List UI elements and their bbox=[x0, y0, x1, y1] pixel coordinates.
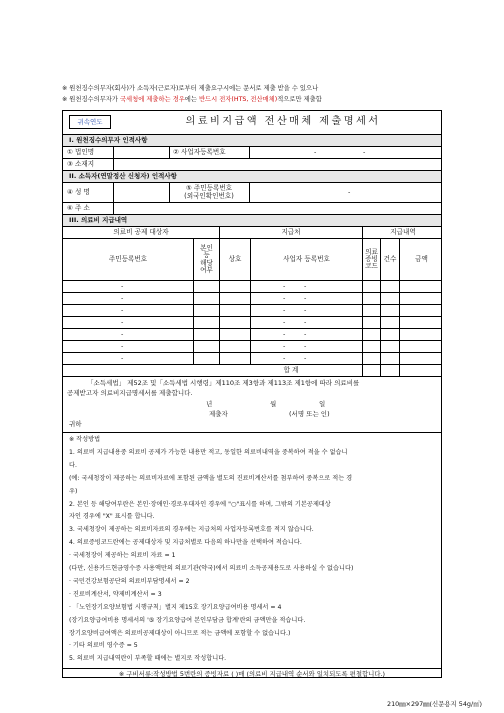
dash-mark: - bbox=[121, 354, 124, 362]
dash-mark: - bbox=[314, 148, 317, 156]
col-rrn-label: 주민등록번호 bbox=[108, 255, 148, 264]
table-row[interactable] bbox=[63, 280, 441, 292]
address-label: ③ 소재지 bbox=[67, 160, 95, 169]
form-title: 의료비지급액 전산매체 제출명세서 bbox=[185, 116, 381, 128]
guide-line: 2. 본인 등 해당여부란은 본인·장애인·경로우대자인 경우에 "○"표시를 하며, 그밖의 기본공제대상 bbox=[69, 500, 331, 508]
guide-line: · 국민건강보험공단의 의료비부담명세서 = 2 bbox=[69, 577, 190, 585]
guide-line: (장기요양급여비용 명세서의 '⑤ 장기요양급여 본인부담금 합계'란의 금액만을 적습니다. bbox=[69, 616, 306, 624]
col-bizno-label: 사업자 등록번호 bbox=[283, 255, 330, 264]
sign-label[interactable]: (서명 또는 인) bbox=[289, 410, 330, 418]
writing-guide bbox=[63, 432, 441, 668]
resident-no-label-line1: ⑤ 주민등록번호 bbox=[185, 184, 233, 193]
dash-mark: - bbox=[304, 330, 307, 338]
row-person bbox=[63, 182, 441, 202]
row-addr2 bbox=[63, 202, 441, 214]
month-label: 월 bbox=[270, 400, 277, 408]
submission-form bbox=[62, 110, 442, 678]
guide-line: (다만, 신용카드현금영수증 사용액만의 의료기관(약국)에서 의료비 소득공제용도로 사용하실 수 없습니다) bbox=[69, 565, 354, 572]
table-row[interactable] bbox=[63, 304, 441, 316]
recipient-label: 귀하 bbox=[69, 420, 82, 428]
guide-line: 4. 의료증빙코드란에는 공제대상자 및 지급처별로 다음의 하나만을 선택하여 적습니다. bbox=[69, 539, 302, 547]
guide-line: 우) bbox=[69, 487, 78, 495]
table-col-header bbox=[63, 238, 441, 280]
dash-mark: - bbox=[304, 318, 307, 326]
section-2-title: II. 소득자(연말정산 신청자) 인적사항 bbox=[69, 172, 177, 181]
resident-no-label bbox=[169, 183, 249, 202]
biz-reg-no-label: ② 사업자등록번호 bbox=[173, 148, 226, 157]
table-group-header bbox=[63, 226, 441, 238]
total-label: 합 계 bbox=[283, 366, 299, 375]
required-docs-note: ※ 구비서류:작성방법 5번란의 증빙자료 ( )매 (의료비 지급내역 순서와 일치되도록 편철합니다.) bbox=[118, 670, 386, 678]
dash-mark: - bbox=[304, 282, 307, 290]
dash-mark: - bbox=[121, 282, 124, 290]
dash-mark: - bbox=[283, 330, 286, 338]
dash-mark: - bbox=[348, 188, 351, 196]
col-count-label: 건수 bbox=[383, 255, 397, 264]
dash-mark: - bbox=[121, 294, 124, 302]
row-company bbox=[63, 146, 441, 158]
resident-no-field[interactable] bbox=[250, 183, 443, 202]
dash-mark: - bbox=[121, 318, 124, 326]
col-code-label: 의료 증빙 코드 bbox=[365, 247, 378, 271]
dash-mark: - bbox=[363, 148, 366, 156]
dash-mark: - bbox=[283, 354, 286, 362]
section-1-title: I. 원천징수의무자 인적사항 bbox=[69, 136, 148, 145]
guide-line: 다. bbox=[69, 461, 77, 469]
resident-no-label-line2: (외국인확인번호) bbox=[184, 191, 234, 200]
guide-line: · 기타 의료비 영수증 = 5 bbox=[69, 642, 138, 650]
company-name-field[interactable] bbox=[114, 147, 168, 158]
table-row[interactable] bbox=[63, 292, 441, 304]
dash-mark: - bbox=[283, 294, 286, 302]
dash-mark: - bbox=[283, 282, 286, 290]
notice-line-2: ※ 원천징수의무자가 국세청에 제출하는 경우에는 반드시 전자(HTS, 전산매체)적으로만 제출함 bbox=[62, 95, 322, 103]
footer-row bbox=[63, 668, 441, 679]
addr2-field[interactable] bbox=[114, 203, 443, 214]
title-band bbox=[63, 111, 441, 134]
dash-mark: - bbox=[304, 342, 307, 350]
dash-mark: - bbox=[121, 342, 124, 350]
notice-line-1: ※ 원천징수의무자(회사)가 소득자(근로자)로부터 제출요구시에는 문서로 제출 받을 수 있으나 bbox=[62, 85, 319, 92]
group-detail-label: 지급내역 bbox=[390, 228, 416, 237]
guide-line: 1. 의료비 지급내용중 의료비 공제가 가능한 내용만 적고, 동일한 의료비내역을 중복하여 적을 수 없습니 bbox=[69, 448, 348, 456]
guide-line: · 국세청장이 제공하는 의료비 자료 = 1 bbox=[69, 552, 176, 560]
guide-line: 장기요양비급여액은 의료비공제대상이 아니므로 적는 금액에 포함할 수 없습니다.) bbox=[69, 629, 291, 637]
year-label: 년 bbox=[206, 400, 213, 408]
col-self-label: 본인 등 해당 여부 bbox=[200, 244, 213, 274]
dash-mark: - bbox=[121, 306, 124, 314]
table-row[interactable] bbox=[63, 316, 441, 328]
group-target-label: 의료비 공제 대상자 bbox=[113, 228, 169, 237]
submitter-label: 제출자 bbox=[209, 410, 228, 418]
notice-red-1: 국세청에 제출하는 경우 bbox=[119, 95, 185, 103]
dash-mark: - bbox=[304, 354, 307, 362]
total-row bbox=[63, 364, 441, 376]
dash-mark: - bbox=[121, 330, 124, 338]
day-label: 일 bbox=[319, 400, 326, 408]
section-1-header bbox=[63, 134, 441, 146]
person-name-label: ④ 성 명 bbox=[67, 188, 90, 197]
col-trade-label: 상호 bbox=[228, 255, 242, 264]
dash-mark: - bbox=[304, 306, 307, 314]
declaration-line-2: 공제받고자 의료비지급명세서를 제출합니다. bbox=[67, 389, 193, 397]
attribution-year-box[interactable]: 귀속연도 bbox=[69, 115, 111, 129]
person-name-field[interactable] bbox=[114, 183, 168, 202]
section-3-title: III. 의료비 지급내역 bbox=[69, 216, 128, 225]
guide-title: ※ 작성방법 bbox=[69, 436, 101, 443]
dash-mark: - bbox=[283, 318, 286, 326]
declaration-block bbox=[63, 376, 441, 432]
guide-line: 3. 국세청장이 제공하는 의료비자료의 경우에는 지급처의 사업자등록번호를 적지 않습니다. bbox=[69, 526, 314, 534]
notice-block bbox=[62, 84, 482, 105]
paper-spec: 210㎜×297㎜(신문용지 54g/㎡) bbox=[387, 700, 482, 708]
total-amount-field[interactable] bbox=[400, 365, 443, 376]
guide-line: · 진료비계산서, 약제비계산서 = 3 bbox=[69, 590, 162, 598]
section-2-header bbox=[63, 170, 441, 182]
table-row[interactable] bbox=[63, 340, 441, 352]
dash-mark: - bbox=[283, 342, 286, 350]
guide-line: 5. 의료비 지급내역란이 부족할 때에는 별지로 작성합니다. bbox=[69, 655, 227, 663]
address-field[interactable] bbox=[114, 159, 443, 170]
addr2-label: ⑥ 주 소 bbox=[67, 204, 90, 213]
table-row[interactable] bbox=[63, 328, 441, 340]
guide-line: (예: 국세청장이 제공하는 의료비자료에 포함된 금액을 별도의 진료비계산서를 첨부하여 중복으로 적는 경 bbox=[69, 474, 353, 482]
guide-line: · 「노인장기요양보험법 시행규칙」별지 제15호 장기요양급여비용 명세서 = 4 bbox=[69, 603, 282, 611]
notice-red-2: 반드시 전자(HTS, 전산매체) bbox=[198, 95, 278, 103]
guide-line: 자인 경우에 "X" 표시를 합니다. bbox=[69, 513, 155, 521]
group-payee-label: 지급처 bbox=[281, 228, 301, 237]
table-row[interactable] bbox=[63, 352, 441, 364]
col-amount-label: 금액 bbox=[415, 255, 428, 264]
company-name-label: ① 법인명 bbox=[67, 148, 95, 157]
biz-reg-no-field[interactable] bbox=[250, 147, 443, 158]
row-address bbox=[63, 158, 441, 170]
dash-mark: - bbox=[304, 294, 307, 302]
declaration-line-1: 「소득세법」 제52조 및「소득세법 시행령」제110조 제3항과 제113조 제1항에 따라 의료비를 bbox=[87, 379, 360, 387]
total-count-field[interactable] bbox=[381, 365, 399, 376]
dash-mark: - bbox=[283, 306, 286, 314]
section-3-header bbox=[63, 214, 441, 226]
